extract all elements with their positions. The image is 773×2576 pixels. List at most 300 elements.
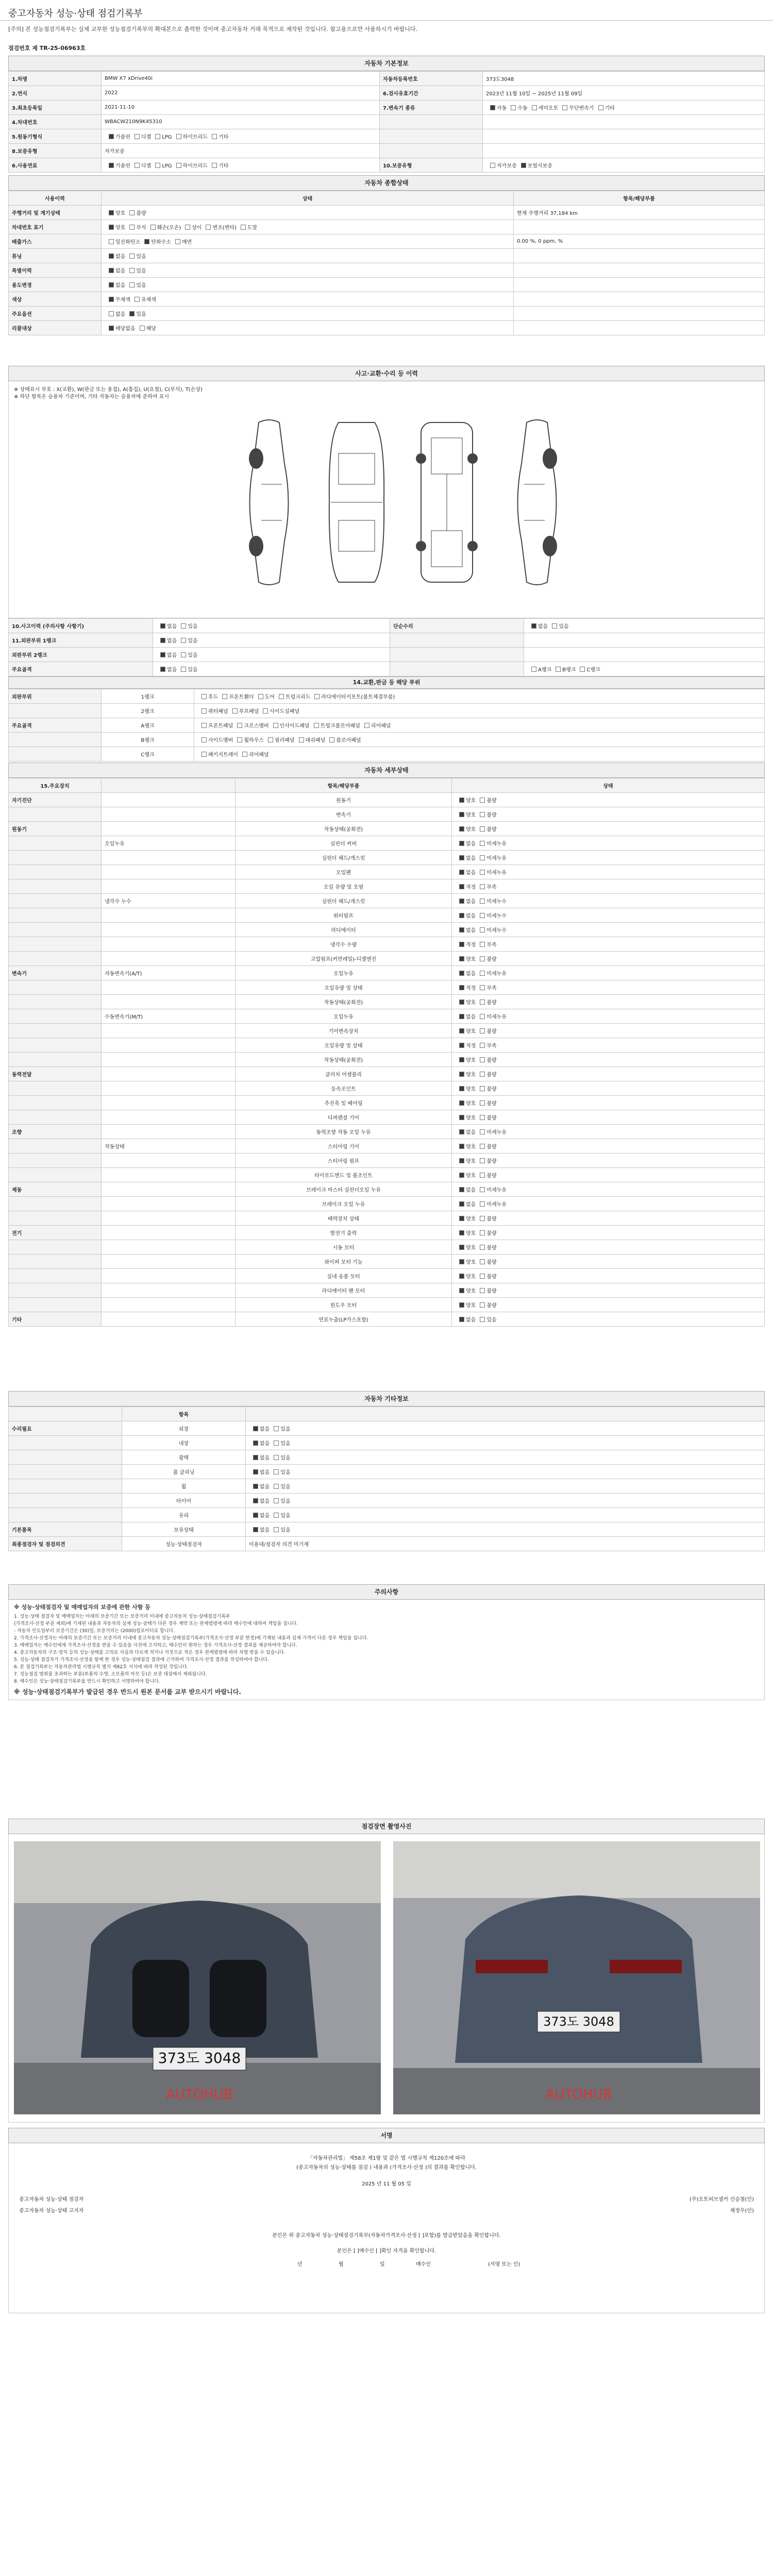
checkbox[interactable]	[129, 311, 135, 316]
checkbox[interactable]	[109, 326, 114, 331]
checkbox[interactable]	[459, 1043, 464, 1048]
checkbox[interactable]	[459, 899, 464, 904]
row-parts	[194, 704, 765, 718]
checkbox[interactable]	[562, 105, 567, 110]
row-group	[9, 1255, 102, 1269]
checkbox[interactable]	[109, 239, 114, 244]
table-row	[9, 144, 765, 158]
checkbox[interactable]	[155, 163, 160, 168]
checkbox[interactable]	[150, 225, 156, 230]
checkbox[interactable]	[459, 1144, 464, 1149]
sign-line: 「자동차관리법」 제58조 제1항 및 같은 법 시행규칙 제120조에 따라	[308, 2156, 465, 2161]
column-header	[102, 778, 236, 793]
checkbox[interactable]	[109, 163, 114, 168]
table-row	[9, 1024, 765, 1038]
accident-table	[8, 618, 765, 676]
checkbox[interactable]	[459, 985, 464, 990]
checkbox[interactable]	[459, 1057, 464, 1062]
table-row	[9, 1298, 765, 1312]
row-item: 내장	[122, 1436, 246, 1450]
checkbox[interactable]	[273, 723, 278, 728]
checkbox[interactable]	[135, 297, 140, 302]
row-group	[9, 908, 102, 923]
row-extra	[514, 263, 765, 278]
basic-info-table	[8, 71, 765, 173]
checkbox[interactable]	[480, 1086, 485, 1091]
row-state: 양호 불량	[452, 1283, 765, 1298]
checkbox[interactable]	[253, 1484, 258, 1489]
row-sub	[102, 1110, 236, 1125]
checkbox[interactable]	[299, 737, 304, 742]
checkbox[interactable]	[459, 841, 464, 846]
table-row	[9, 1197, 765, 1211]
row-group: 외판부위	[9, 689, 102, 704]
table-header	[9, 191, 765, 206]
option-label: 하이브리드	[182, 163, 208, 169]
page-title: 중고자동차 성능·상태 점검기록부	[0, 0, 773, 21]
checkbox[interactable]	[459, 826, 464, 832]
column-header: 항목/해당부품	[236, 778, 452, 793]
row-value	[246, 1522, 765, 1537]
row-state: 없음 있음	[452, 1312, 765, 1327]
checkbox[interactable]	[129, 210, 135, 215]
option-label: 보험사보증	[527, 163, 552, 169]
checkbox[interactable]	[232, 708, 238, 714]
checkbox[interactable]	[129, 268, 135, 273]
row-sub	[102, 1312, 236, 1327]
checkbox[interactable]	[531, 667, 536, 672]
checkbox[interactable]	[274, 1513, 279, 1518]
checkbox[interactable]	[459, 1173, 464, 1178]
checkbox[interactable]	[459, 1100, 464, 1106]
checkbox[interactable]	[144, 239, 149, 244]
checkbox[interactable]	[480, 1115, 485, 1120]
sign-note[interactable]: (서명 또는 인)	[488, 2262, 520, 2267]
row-sub	[102, 1081, 236, 1096]
checkbox[interactable]	[237, 723, 242, 728]
row-rank: C랭크	[102, 747, 194, 761]
row-group	[9, 733, 102, 747]
row-group: 원동기	[9, 822, 102, 836]
row-group	[9, 980, 102, 995]
table-row	[9, 321, 765, 335]
checkbox[interactable]	[459, 1072, 464, 1077]
row-group	[9, 1081, 102, 1096]
notes-section	[8, 1584, 765, 1700]
checkbox[interactable]	[459, 884, 464, 889]
option-label: 있음	[188, 638, 198, 644]
checkbox[interactable]	[459, 1158, 464, 1163]
checkbox[interactable]	[109, 311, 114, 316]
checkbox[interactable]	[329, 737, 334, 742]
checkbox[interactable]	[253, 1426, 258, 1431]
row-value: 2023년 11월 10일 ~ 2025년 11월 09일	[483, 86, 765, 100]
row-group: 조향	[9, 1125, 102, 1139]
checkbox[interactable]	[480, 1187, 485, 1192]
checkbox[interactable]	[459, 812, 464, 817]
row-value	[483, 100, 765, 115]
checkbox[interactable]	[274, 1498, 279, 1503]
row-value	[483, 158, 765, 173]
checkbox[interactable]	[129, 282, 135, 287]
checkbox[interactable]	[242, 752, 247, 757]
row-state: 양호 불량	[452, 1096, 765, 1110]
checkbox[interactable]	[459, 1201, 464, 1207]
checkbox[interactable]	[459, 971, 464, 976]
checkbox[interactable]	[314, 694, 320, 699]
checkbox[interactable]	[532, 105, 537, 110]
option-label: 라디에이터서포트(볼트체결부품)	[321, 694, 395, 700]
checkbox[interactable]	[480, 798, 485, 803]
checkbox[interactable]	[480, 1259, 485, 1264]
row-group	[9, 1508, 122, 1522]
checkbox[interactable]	[185, 225, 190, 230]
checkbox[interactable]	[459, 1028, 464, 1033]
row-state: 양호 불량	[452, 1211, 765, 1226]
row-value	[246, 1508, 765, 1522]
option-label: 없음	[538, 624, 548, 630]
buyer-line: 본인은 [ ]매수인 [ ]확인 자격을 확인합니다.	[337, 2248, 436, 2254]
checkbox[interactable]	[263, 708, 268, 714]
checkbox[interactable]	[181, 652, 186, 657]
option-label: 크로스멤버	[244, 723, 269, 729]
checkbox[interactable]	[480, 1302, 485, 1308]
checkbox[interactable]	[274, 1469, 279, 1475]
checkbox[interactable]	[459, 870, 464, 875]
checkbox[interactable]	[109, 134, 114, 139]
checkbox[interactable]	[274, 1484, 279, 1489]
checkbox[interactable]	[253, 1455, 258, 1460]
section-title: 점검장면 촬영사진	[8, 1819, 765, 1834]
checkbox[interactable]	[480, 999, 485, 1005]
logo-text: AUTOHUB	[166, 2087, 233, 2103]
checkbox[interactable]	[279, 694, 284, 699]
checkbox[interactable]	[490, 105, 495, 110]
option-label: 필러패널	[274, 738, 295, 743]
checkbox[interactable]	[480, 913, 485, 918]
checkbox[interactable]	[459, 1216, 464, 1221]
checkbox[interactable]	[480, 1245, 485, 1250]
option-label: 트렁크리드	[285, 694, 311, 700]
checkbox[interactable]	[109, 225, 114, 230]
checkbox[interactable]	[580, 667, 585, 672]
checkbox[interactable]	[511, 105, 516, 110]
option-label: 하이브리드	[182, 134, 208, 140]
checkbox[interactable]	[459, 1274, 464, 1279]
checkbox[interactable]	[253, 1527, 258, 1532]
checkbox[interactable]	[490, 163, 495, 168]
checkbox[interactable]	[459, 1086, 464, 1091]
table-row	[9, 1081, 765, 1096]
checkbox[interactable]	[480, 1144, 485, 1149]
row-item: 광택	[122, 1450, 246, 1465]
checkbox[interactable]	[552, 623, 557, 629]
checkbox[interactable]	[201, 752, 207, 757]
checkbox[interactable]	[129, 225, 135, 230]
checkbox[interactable]	[241, 225, 246, 230]
checkbox[interactable]	[135, 163, 140, 168]
checkbox[interactable]	[480, 826, 485, 832]
row-item: 라디에이터 팬 모터	[236, 1283, 452, 1298]
row-sub: 오일누유	[102, 836, 236, 851]
checkbox[interactable]	[480, 1129, 485, 1134]
checkbox[interactable]	[480, 942, 485, 947]
row-group: 변속기	[9, 966, 102, 980]
checkbox[interactable]	[109, 282, 114, 287]
checkbox[interactable]	[237, 737, 242, 742]
checkbox[interactable]	[274, 1455, 279, 1460]
checkbox[interactable]	[140, 326, 145, 331]
checkbox[interactable]	[258, 694, 263, 699]
checkbox[interactable]	[160, 652, 165, 657]
checkbox[interactable]	[480, 956, 485, 961]
checkbox[interactable]	[480, 1158, 485, 1163]
row-group: 동력전달	[9, 1067, 102, 1081]
row-label: 11.외판부위 1랭크	[9, 633, 153, 648]
checkbox[interactable]	[459, 855, 464, 860]
checkbox[interactable]	[459, 1288, 464, 1293]
day-label: 일	[380, 2262, 385, 2267]
checkbox[interactable]	[109, 268, 114, 273]
row-state: 양호 불량	[452, 1226, 765, 1240]
row-item: 실린더 커버	[236, 836, 452, 851]
parts-table	[8, 689, 765, 761]
row-item: 와이퍼 모터 기능	[236, 1255, 452, 1269]
month-label: 월	[339, 2262, 344, 2267]
row-sub	[102, 1255, 236, 1269]
row-state: 양호 불량	[452, 952, 765, 966]
checkbox[interactable]	[160, 667, 165, 672]
row-group: 자기진단	[9, 793, 102, 807]
checkbox[interactable]	[480, 1028, 485, 1033]
row-sub	[102, 1182, 236, 1197]
table-row	[9, 263, 765, 278]
checkbox[interactable]	[181, 667, 186, 672]
checkbox[interactable]	[480, 1057, 485, 1062]
row-item: 작동상태(공회전)	[236, 1053, 452, 1067]
checkbox[interactable]	[129, 253, 135, 259]
checkbox[interactable]	[531, 623, 536, 629]
note-line: 3. 매매업자는 매수인에게 가격조사·산정을 받을 수 있음을 사전에 고지하고, 매수인이 원하는 경우 가격조사·산정 결과를 제공하여야 합니다.	[14, 1643, 297, 1648]
checkbox[interactable]	[268, 737, 273, 742]
row-label	[380, 144, 483, 158]
checkbox[interactable]	[480, 1317, 485, 1322]
row-group	[9, 1298, 102, 1312]
checkbox[interactable]	[480, 1216, 485, 1221]
checkbox[interactable]	[160, 638, 165, 643]
checkbox[interactable]	[274, 1426, 279, 1431]
option-label: 없음	[260, 1513, 270, 1519]
checkbox[interactable]	[222, 694, 227, 699]
checkbox[interactable]	[181, 623, 186, 629]
checkbox[interactable]	[480, 1072, 485, 1077]
checkbox[interactable]	[598, 105, 603, 110]
legend-line: ※ 하단 항목은 승용차 기준이며, 기타 자동차는 승용차에 준하여 표시	[14, 394, 169, 400]
row-state: 양호 불량	[452, 1053, 765, 1067]
option-label: 디젤	[141, 163, 152, 169]
row-group	[9, 923, 102, 937]
table-row	[9, 1211, 765, 1226]
checkbox[interactable]	[206, 225, 211, 230]
checkbox[interactable]	[459, 1302, 464, 1308]
row-sub	[102, 923, 236, 937]
table-row	[9, 115, 765, 129]
row-item: 변속기	[236, 807, 452, 822]
checkbox[interactable]	[480, 812, 485, 817]
checkbox[interactable]	[201, 737, 207, 742]
checkbox[interactable]	[480, 1043, 485, 1048]
row-label: 리콜대상	[9, 321, 102, 335]
row-label: 차대번호 표기	[9, 220, 102, 234]
checkbox[interactable]	[253, 1498, 258, 1503]
option-label: 탄화수소	[151, 240, 171, 245]
row-sub: 수동변속기(M/T)	[102, 1009, 236, 1024]
checkbox[interactable]	[480, 1201, 485, 1207]
row-label: 주행거리 및 계기상태	[9, 206, 102, 220]
checkbox[interactable]	[480, 1014, 485, 1019]
checkbox[interactable]	[109, 253, 114, 259]
row-label: 튜닝	[9, 249, 102, 263]
checkbox[interactable]	[556, 667, 561, 672]
checkbox[interactable]	[480, 971, 485, 976]
checkbox[interactable]	[212, 163, 217, 168]
checkbox[interactable]	[459, 942, 464, 947]
option-label: 없음	[260, 1499, 270, 1504]
checkbox[interactable]	[176, 163, 181, 168]
row-group	[9, 836, 102, 851]
row-state: 없음 미세누유	[452, 1182, 765, 1197]
checkbox[interactable]	[480, 1100, 485, 1106]
row-item: 보유상태	[122, 1522, 246, 1537]
checkbox[interactable]	[459, 913, 464, 918]
checkbox[interactable]	[181, 638, 186, 643]
checkbox[interactable]	[253, 1469, 258, 1475]
checkbox[interactable]	[459, 956, 464, 961]
car-right-side-icon	[503, 417, 570, 587]
row-group	[9, 1494, 122, 1508]
checkbox[interactable]	[364, 723, 369, 728]
checkbox[interactable]	[314, 723, 319, 728]
row-state: 없음 미세누수	[452, 908, 765, 923]
table-header	[9, 1407, 765, 1421]
checkbox[interactable]	[459, 927, 464, 933]
checkbox[interactable]	[253, 1440, 258, 1446]
checkbox[interactable]	[274, 1440, 279, 1446]
table-row	[9, 1537, 765, 1551]
checkbox[interactable]	[459, 1230, 464, 1235]
buyer-line: 본인은 위 중고자동차 성능·상태점검기록부(자동차가격조사·산정 [ ]포함)를 발급받았음을 확인합니다.	[272, 2233, 501, 2239]
checkbox[interactable]	[459, 1259, 464, 1264]
checkbox[interactable]	[480, 841, 485, 846]
table-row	[9, 1182, 765, 1197]
row-sub	[102, 851, 236, 865]
row-state: 적정 부족	[452, 980, 765, 995]
checkbox[interactable]	[274, 1527, 279, 1532]
row-item: 워터펌프	[236, 908, 452, 923]
row-group: 기타	[9, 1312, 102, 1327]
row-group	[9, 1053, 102, 1067]
checkbox[interactable]	[109, 210, 114, 215]
checkbox[interactable]	[459, 1187, 464, 1192]
checkbox[interactable]	[201, 708, 207, 714]
checkbox[interactable]	[480, 985, 485, 990]
row-group	[9, 1436, 122, 1450]
checkbox[interactable]	[459, 798, 464, 803]
column-header: 사용이력	[9, 191, 102, 206]
row-state: 적정 부족	[452, 879, 765, 894]
row-sub	[102, 879, 236, 894]
row-group	[9, 1240, 102, 1255]
checkbox[interactable]	[459, 1115, 464, 1120]
row-value	[246, 1421, 765, 1436]
checkbox[interactable]	[480, 1274, 485, 1279]
checkbox[interactable]	[521, 163, 526, 168]
checkbox[interactable]	[459, 1245, 464, 1250]
checkbox[interactable]	[135, 134, 140, 139]
option-label: 해당	[146, 326, 156, 332]
row-item: 시동 모터	[236, 1240, 452, 1255]
row-state: 양호 불량	[452, 822, 765, 836]
checkbox[interactable]	[480, 884, 485, 889]
checkbox[interactable]	[175, 239, 180, 244]
row-item: 등속조인트	[236, 1081, 452, 1096]
checkbox[interactable]	[480, 1288, 485, 1293]
row-item: 유리	[122, 1508, 246, 1522]
checkbox[interactable]	[459, 1014, 464, 1019]
row-state: 양호 불량	[452, 1067, 765, 1081]
option-label: 없음	[260, 1427, 270, 1432]
option-label: 리어패널	[248, 752, 269, 758]
table-row	[9, 894, 765, 908]
row-group	[9, 865, 102, 879]
checkbox[interactable]	[155, 134, 160, 139]
checkbox[interactable]	[212, 134, 217, 139]
checkbox[interactable]	[253, 1513, 258, 1518]
checkbox[interactable]	[480, 1230, 485, 1235]
price-label: 중고자동차 성능·상태 고지자	[19, 2208, 84, 2214]
row-value	[153, 619, 390, 633]
checkbox[interactable]	[459, 999, 464, 1005]
checkbox[interactable]	[201, 694, 207, 699]
row-sub	[102, 995, 236, 1009]
row-item: 배력장치 상태	[236, 1211, 452, 1226]
row-label: 특별이력	[9, 263, 102, 278]
row-group	[9, 1009, 102, 1024]
section-title: 사고·교환·수리 등 이력	[8, 366, 765, 381]
row-group	[9, 1038, 102, 1053]
option-label: 후드	[208, 694, 219, 700]
checkbox[interactable]	[109, 297, 114, 302]
checkbox[interactable]	[176, 134, 181, 139]
price-name: 채정우(인)	[730, 2208, 754, 2214]
checkbox[interactable]	[480, 927, 485, 933]
checkbox[interactable]	[201, 723, 207, 728]
row-state: 양호 불량	[452, 807, 765, 822]
checkbox[interactable]	[480, 870, 485, 875]
row-state: 양호 불량	[452, 1081, 765, 1096]
checkbox[interactable]	[480, 899, 485, 904]
checkbox[interactable]	[160, 623, 165, 629]
checkbox[interactable]	[459, 1317, 464, 1322]
checkbox[interactable]	[480, 1173, 485, 1178]
checkbox[interactable]	[459, 1129, 464, 1134]
table-row	[9, 1283, 765, 1298]
checkbox[interactable]	[480, 855, 485, 860]
row-label	[380, 129, 483, 144]
row-value	[483, 115, 765, 129]
table-header	[9, 778, 765, 793]
section-title: 자동차 종합상태	[8, 175, 765, 191]
